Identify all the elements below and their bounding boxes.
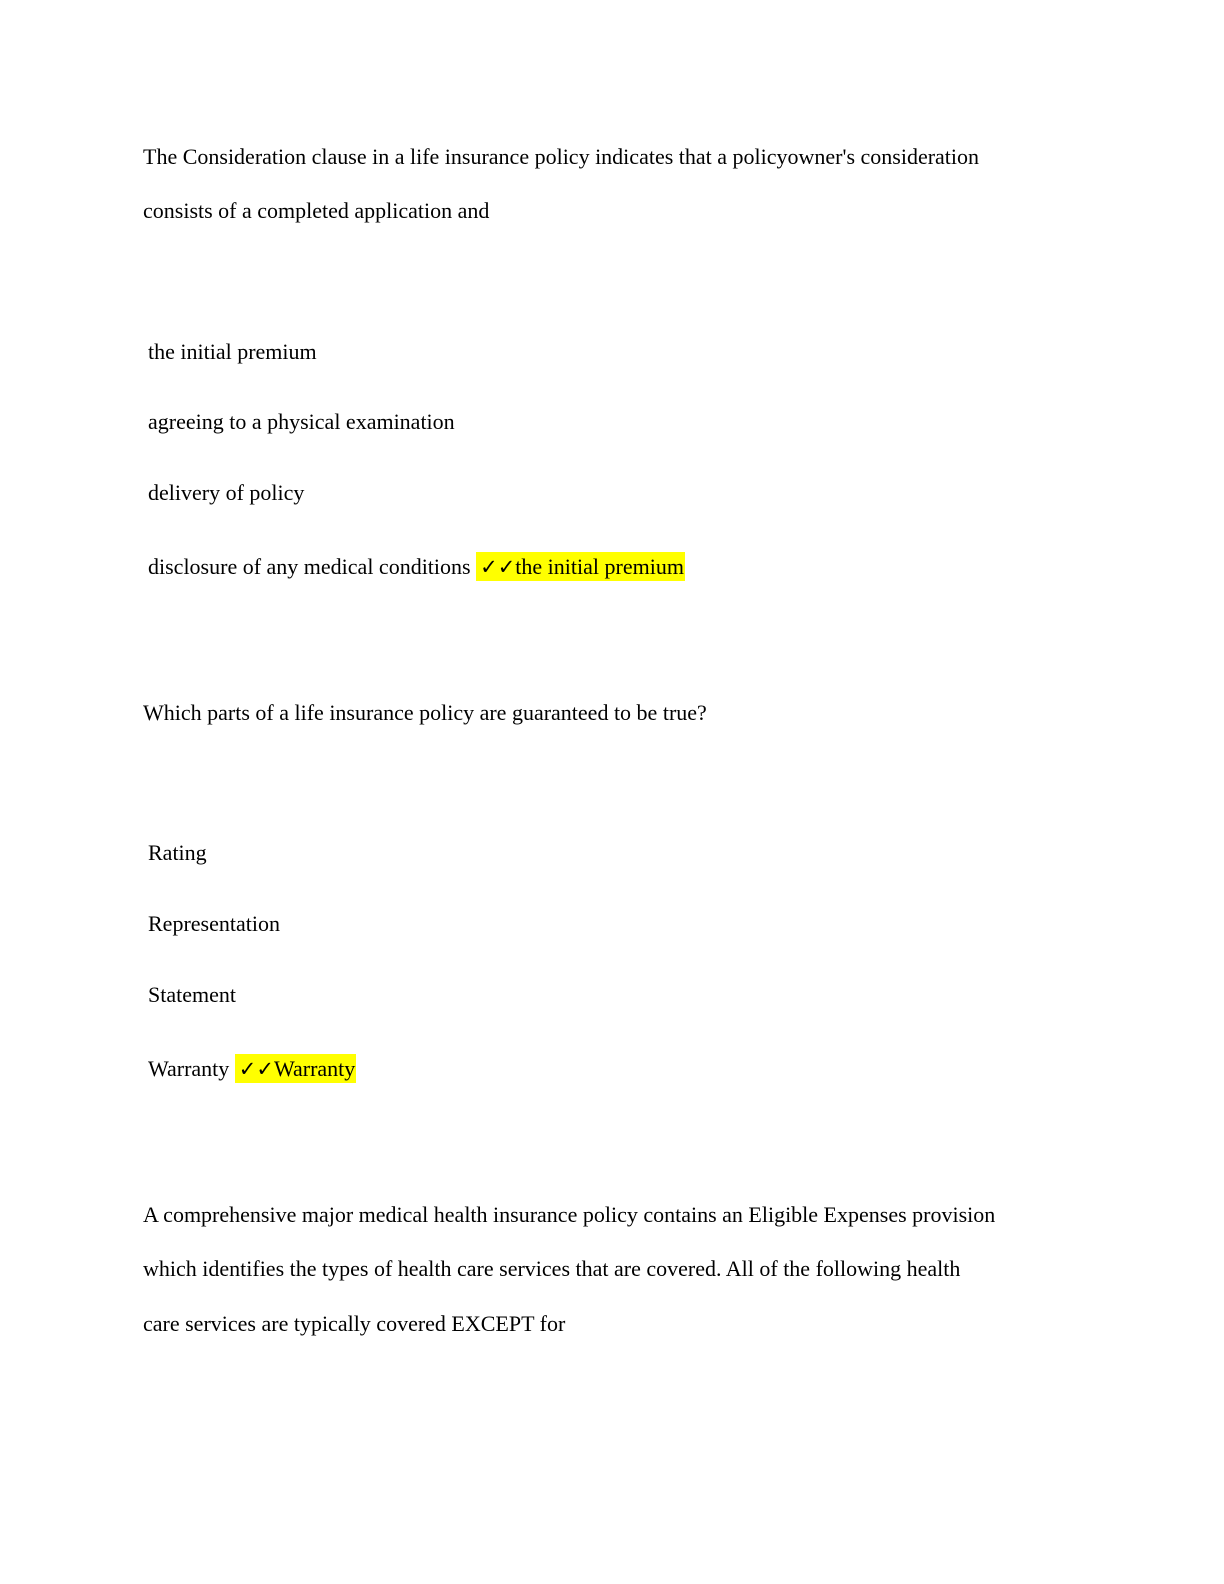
question-1-answer: the initial premium — [515, 554, 684, 579]
question-2-line-1: Which parts of a life insurance policy are guaranteed to be true? — [143, 700, 707, 725]
answer-check-icon: ✓✓ — [480, 555, 516, 579]
question-1-option-a: the initial premium — [148, 339, 317, 364]
question-3-line-3: care services are typically covered EXCEPT for — [143, 1311, 566, 1336]
question-3-line-2: which identifies the types of health care services that are covered. All of the following health — [143, 1256, 961, 1281]
question-1-option-c: delivery of policy — [148, 480, 305, 505]
question-2-option-d: Warranty — [148, 1056, 230, 1081]
question-1-option-d: disclosure of any medical conditions — [148, 554, 471, 579]
question-2-option-b: Representation — [148, 911, 280, 936]
question-1-option-d-row — [148, 552, 685, 582]
question-2-option-d-row — [148, 1054, 356, 1084]
question-2-answer: Warranty — [274, 1056, 356, 1081]
question-2-answer-highlight — [235, 1054, 357, 1083]
question-1-line-1: The Consideration clause in a life insurance policy indicates that a policyowner's consideration — [143, 144, 980, 169]
question-2-option-c: Statement — [148, 982, 236, 1007]
question-3-line-1: A comprehensive major medical health insurance policy contains an Eligible Expenses provision — [143, 1202, 996, 1227]
question-1-option-b: agreeing to a physical examination — [148, 409, 455, 434]
question-1-answer-highlight — [476, 552, 685, 581]
question-1-line-2: consists of a completed application and — [143, 198, 490, 223]
question-2-option-a: Rating — [148, 840, 207, 865]
answer-check-icon: ✓✓ — [238, 1057, 274, 1081]
